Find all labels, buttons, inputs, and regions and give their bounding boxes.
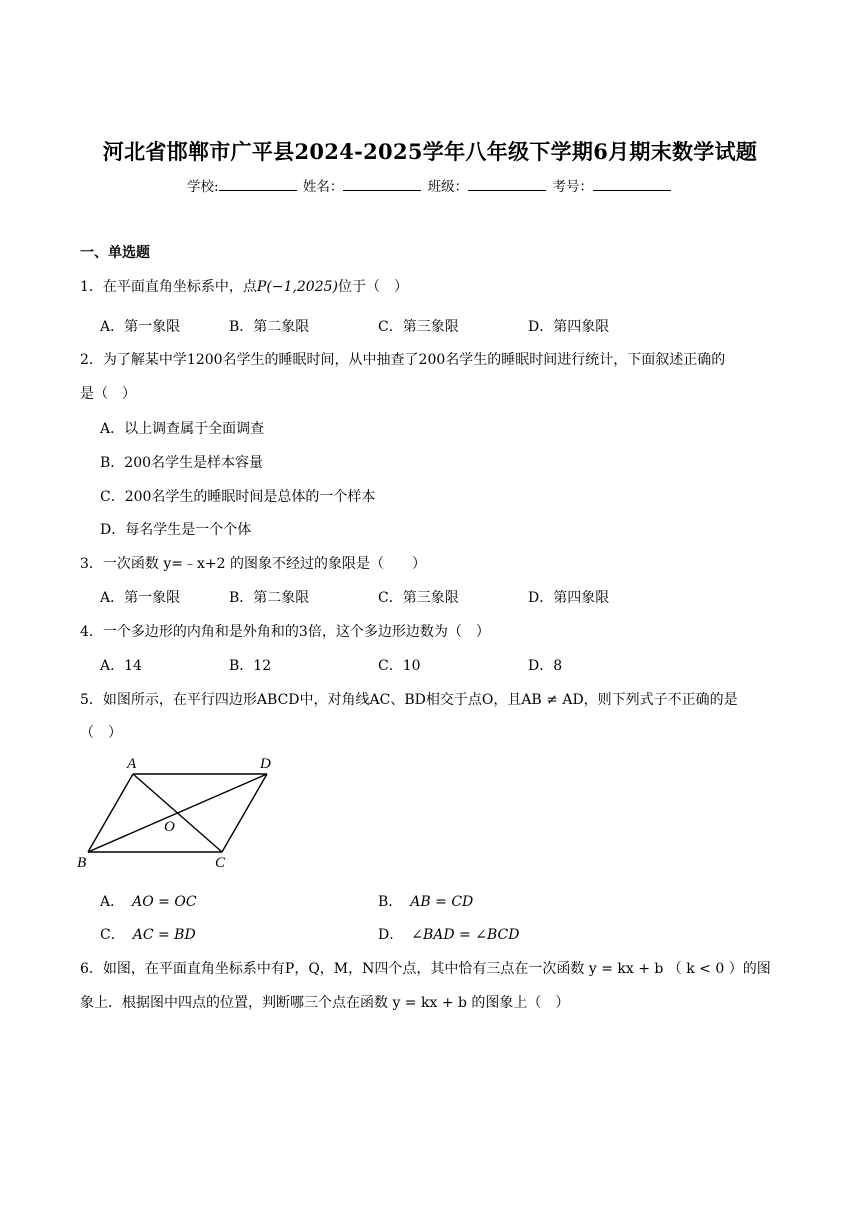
- question-2-option-d[interactable]: D．每名学生是一个个体: [100, 522, 252, 538]
- question-2-stem-line2: 是（ ）: [80, 386, 136, 402]
- diagonal-bd: [88, 774, 267, 852]
- question-4-option-a[interactable]: A．14: [100, 658, 142, 674]
- question-1-option-b[interactable]: B．第二象限: [229, 319, 310, 335]
- option-b-math: AB = CD: [410, 894, 474, 910]
- question-1-point: P(−1,2025): [256, 279, 338, 295]
- vertex-label-b: B: [77, 855, 87, 871]
- option-d-letter: D．: [378, 927, 404, 943]
- center-label-o: O: [164, 819, 175, 835]
- question-5-option-d[interactable]: [378, 924, 519, 944]
- option-a-letter: A．: [100, 894, 125, 910]
- option-d-math: ∠BAD = ∠BCD: [411, 927, 520, 943]
- question-2-option-c[interactable]: C．200名学生的睡眠时间是总体的一个样本: [100, 489, 376, 505]
- name-label: 姓名：: [302, 179, 344, 195]
- student-info-line: [0, 175, 860, 195]
- school-label: 学校:: [187, 179, 219, 195]
- question-1-text-b: 位于（ ）: [337, 279, 408, 295]
- question-3-stem: 3．一次函数 y=﹣x+2 的图象不经过的象限是（ ）: [80, 556, 426, 572]
- question-2-stem-line1: 2．为了解某中学1200名学生的睡眠时间，从中抽查了200名学生的睡眠时间进行统计，下面叙述正确的: [80, 352, 726, 368]
- question-1-text-a: 1．在平面直角坐标系中，点: [80, 279, 257, 295]
- question-5-stem-line1: 5．如图所示，在平行四边形ABCD中，对角线AC、BD相交于点O，且AB ≠ AD，则下列式子不正确的是: [80, 692, 738, 708]
- exam-no-blank[interactable]: [593, 178, 671, 191]
- question-1-stem: [80, 276, 408, 296]
- question-5-option-c[interactable]: [100, 924, 196, 944]
- question-4-stem: 4．一个多边形的内角和是外角和的3倍，这个多边形边数为（ ）: [80, 624, 490, 640]
- question-1-option-d[interactable]: D．第四象限: [528, 319, 610, 335]
- side-dc: [222, 774, 267, 852]
- name-blank[interactable]: [343, 178, 421, 191]
- question-3-option-a[interactable]: A．第一象限: [100, 590, 181, 606]
- page-title: 河北省邯郸市广平县2024-2025学年八年级下学期6月期末数学试题: [102, 139, 758, 164]
- question-5-option-a[interactable]: [100, 891, 197, 911]
- exam-no-label: 考号：: [552, 179, 593, 195]
- option-c-letter: C．: [100, 927, 125, 943]
- question-5-option-b[interactable]: [378, 891, 473, 911]
- question-4-option-b[interactable]: B．12: [229, 658, 272, 674]
- question-1-option-c[interactable]: C．第三象限: [378, 319, 459, 335]
- class-blank[interactable]: [468, 178, 546, 191]
- question-4-option-c[interactable]: C．10: [378, 658, 421, 674]
- question-6-stem-line2: 象上．根据图中四点的位置，判断哪三个点在函数 y = kx + b 的图象上（ ）: [80, 995, 570, 1011]
- question-6-stem-line1: 6．如图，在平面直角坐标系中有P，Q，M，N四个点，其中恰有三点在一次函数 y = kx + b （ k < 0 ）的图: [80, 961, 771, 977]
- side-ab: [88, 774, 133, 852]
- question-3-option-d[interactable]: D．第四象限: [528, 590, 610, 606]
- option-b-letter: B．: [378, 894, 403, 910]
- school-blank[interactable]: [219, 178, 297, 191]
- option-a-math: AO = OC: [132, 894, 197, 910]
- question-4-option-d[interactable]: D．8: [528, 658, 563, 674]
- parallelogram-diagram: [76, 752, 286, 872]
- question-2-option-a[interactable]: A．以上调查属于全面调查: [100, 421, 265, 437]
- question-3-option-b[interactable]: B．第二象限: [229, 590, 310, 606]
- section-heading: 一、单选题: [80, 245, 150, 261]
- vertex-label-a: A: [127, 756, 137, 772]
- question-5-stem-line2: （ ）: [80, 725, 122, 741]
- vertex-label-c: C: [215, 855, 226, 871]
- question-1-option-a[interactable]: A．第一象限: [100, 319, 181, 335]
- vertex-label-d: D: [260, 756, 271, 772]
- question-3-option-c[interactable]: C．第三象限: [378, 590, 459, 606]
- option-c-math: AC = BD: [132, 927, 196, 943]
- class-label: 班级：: [427, 179, 469, 195]
- question-2-option-b[interactable]: B．200名学生是样本容量: [100, 455, 264, 471]
